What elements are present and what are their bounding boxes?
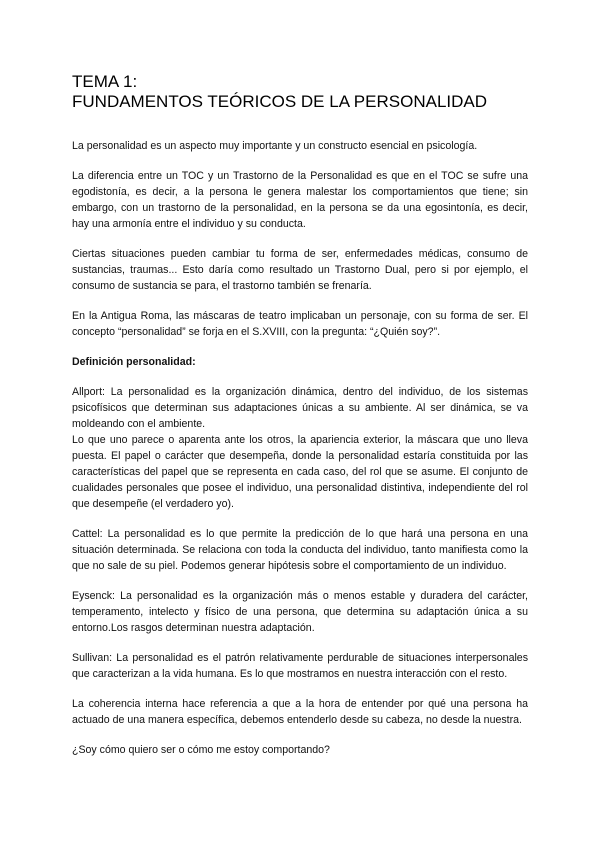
allport-block <box>72 384 528 512</box>
paragraph-cattel: Cattel: La personalidad es lo que permite la predicción de lo que hará una persona en una situación determinada. Se relaciona con toda la conducta del individuo, tanto manifiesta como la que no sale de su piel. Podemos generar hipótesis sobre el comportamiento de un individuo. <box>72 528 528 572</box>
paragraph-intro: La personalidad es un aspecto muy importante y un constructo esencial en psicología. <box>72 140 478 152</box>
definition-heading: Definición personalidad: <box>72 356 196 368</box>
paragraph-coherence: La coherencia interna hace referencia a que a la hora de entender por qué una persona ha actuado de una manera específica, debemos entenderlo desde su cabeza, no desde la nuestra. <box>72 698 528 726</box>
paragraph-allport-continued: Lo que uno parece o aparenta ante los otros, la apariencia exterior, la máscara que uno lleva puesta. El papel o carácter que desempeña, donde la personalidad estaría constituida por las características del papel que se representa en cada caso, del rol que se asume. El conjunto de cualidades personales que posee el individuo, una personalidad distintiva, independiente del rol que desempeñe (el verdadero yo). <box>72 434 528 510</box>
paragraph-sullivan: Sullivan: La personalidad es el patrón relativamente perdurable de situaciones interpersonales que caracterizan a la vida humana. Es lo que mostramos en nuestra interacción con el resto. <box>72 652 528 680</box>
paragraph-rome: En la Antigua Roma, las máscaras de teatro implicaban un personaje, con su forma de ser. El concepto “personalidad” se forja en el S.XVIII, con la pregunta: “¿Quién soy?”. <box>72 310 528 338</box>
title-line-2: FUNDAMENTOS TEÓRICOS DE LA PERSONALIDAD <box>72 92 488 111</box>
title-line-1: TEMA 1: <box>72 72 138 91</box>
paragraph-eysenck: Eysenck: La personalidad es la organización más o menos estable y duradera del carácter, temperamento, intelecto y físico de una persona, que determina su adaptación única a su entorno.Los rasgos determinan nuestra adaptación. <box>72 590 528 634</box>
paragraph-question: ¿Soy cómo quiero ser o cómo me estoy comportando? <box>72 744 330 756</box>
paragraph-situations: Ciertas situaciones pueden cambiar tu forma de ser, enfermedades médicas, consumo de sustancias, traumas... Esto daría como resultado un Trastorno Dual, pero si por ejemplo, el consumo de sustancia se para, el trastorno también se frenaría. <box>72 248 528 292</box>
paragraph-allport: Allport: La personalidad es la organización dinámica, dentro del individuo, de los sistemas psicofísicos que determinan sus adaptaciones únicas a su ambiente. Al ser dinámica, se va moldeando con el ambiente. <box>72 386 528 430</box>
paragraph-toc: La diferencia entre un TOC y un Trastorno de la Personalidad es que en el TOC se sufre una egodistonía, es decir, a la persona le genera malestar los comportamientos que tiene; sin embargo, con un trastorno de la personalidad, en la persona se da una egosintonía, es decir, hay una armonía entre el individuo y su conducta. <box>72 170 528 230</box>
document-title <box>72 72 528 112</box>
